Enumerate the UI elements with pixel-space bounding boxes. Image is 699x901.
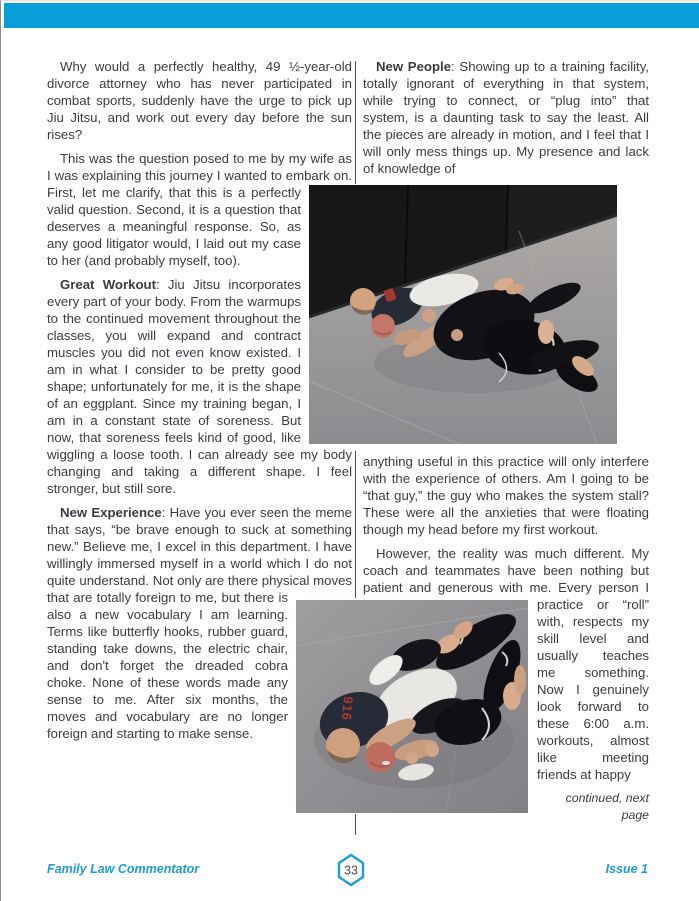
paragraph-text: This was the question posed to me by my wife as I was explaining this journey I wanted to embark on. First, let me clarify, that this is a perfectly valid question. Second, it is a question that deserves a meaningful response. So, as any good litigator would, I laid out my case to her (and probably myself, too). [47, 151, 352, 268]
paragraph: anything useful in this practice will only interfere with the experience of others. Am I going to be “that guy,” the guy who makes the system stall? These were all the anxieties that were floating though my head before my first workout. [363, 454, 649, 537]
paragraph [47, 58, 352, 143]
column-divider [355, 61, 356, 184]
paragraph [363, 58, 649, 177]
right-column-top [363, 58, 649, 184]
paragraph-text: : Have you ever seen the meme that says, “be brave enough to suck at something new.” Believe me, I excel in this department. I have willingly immersed myself in a world which I do not quite understand. Not only are there physical moves that are totally foreign to me, but there is also a new vocabulary I am learning. Terms like butterfly hooks, rubber guard, standing take downs, the electric chair, and don't forget the dreaded cobra choke. None of these words made any sense to me. After six months, the moves and vocabulary are no longer foreign and starting to make sense. [47, 505, 352, 741]
paragraph-text: : Showing up to a training facility, totally ignorant of everything in that system, while trying to connect, or “plug into” that system, is a daunting task to say the least. All the pieces are already in motion, and I feel that I will only mess things up. My presence and lack of knowledge of [363, 59, 649, 176]
footer-issue: Issue 1 [605, 862, 648, 876]
page-number: 33 [344, 863, 358, 878]
top-accent-bar [4, 3, 699, 28]
paragraph-text: : Jiu Jitsu incorporates every part of your body. From the warmups to the continued movement throughout the classes, you will expand and contract muscles you did not even know existed. I am in what I consider to be pretty good shape; unfortunately for me, it is the shape of an eggplant. Since my training began, I am in a constant state of soreness. But now, that soreness feels kind of good, like wiggling a loose tooth. I can already see my body changing and taking a different shape. I feel stronger, but still sore. [47, 277, 352, 496]
page-number-badge [336, 853, 366, 887]
paragraph-lead: Great Workout [60, 277, 156, 292]
column-divider [355, 451, 356, 598]
paragraph: However, the reality was much different. My coach and teammates have been nothing but patient and generous with me. Every person I practice or “roll” with, respects my skill level and usually teaches me something. Now I genuinely look forward to these 6:00 a.m. workouts, almost like meeting friends at happy [363, 546, 649, 782]
footer-publication: Family Law Commentator [47, 862, 200, 876]
paragraph-text: Why would a perfectly healthy, 49 ½-year-old divorce attorney who has never participated in combat sports, suddenly have the urge to pick up Jiu Jitsu, and work out every day before the sun rises? [47, 59, 352, 142]
paragraph-lead: New People [376, 59, 452, 74]
photo-grapplers-close [296, 600, 528, 813]
column-divider [355, 814, 356, 835]
photo-shirt-text: 916 [338, 695, 356, 722]
continued-note: continued, next page [565, 791, 649, 822]
photo-grapplers-wide [309, 185, 617, 444]
paragraph-lead: New Experience [60, 505, 162, 520]
